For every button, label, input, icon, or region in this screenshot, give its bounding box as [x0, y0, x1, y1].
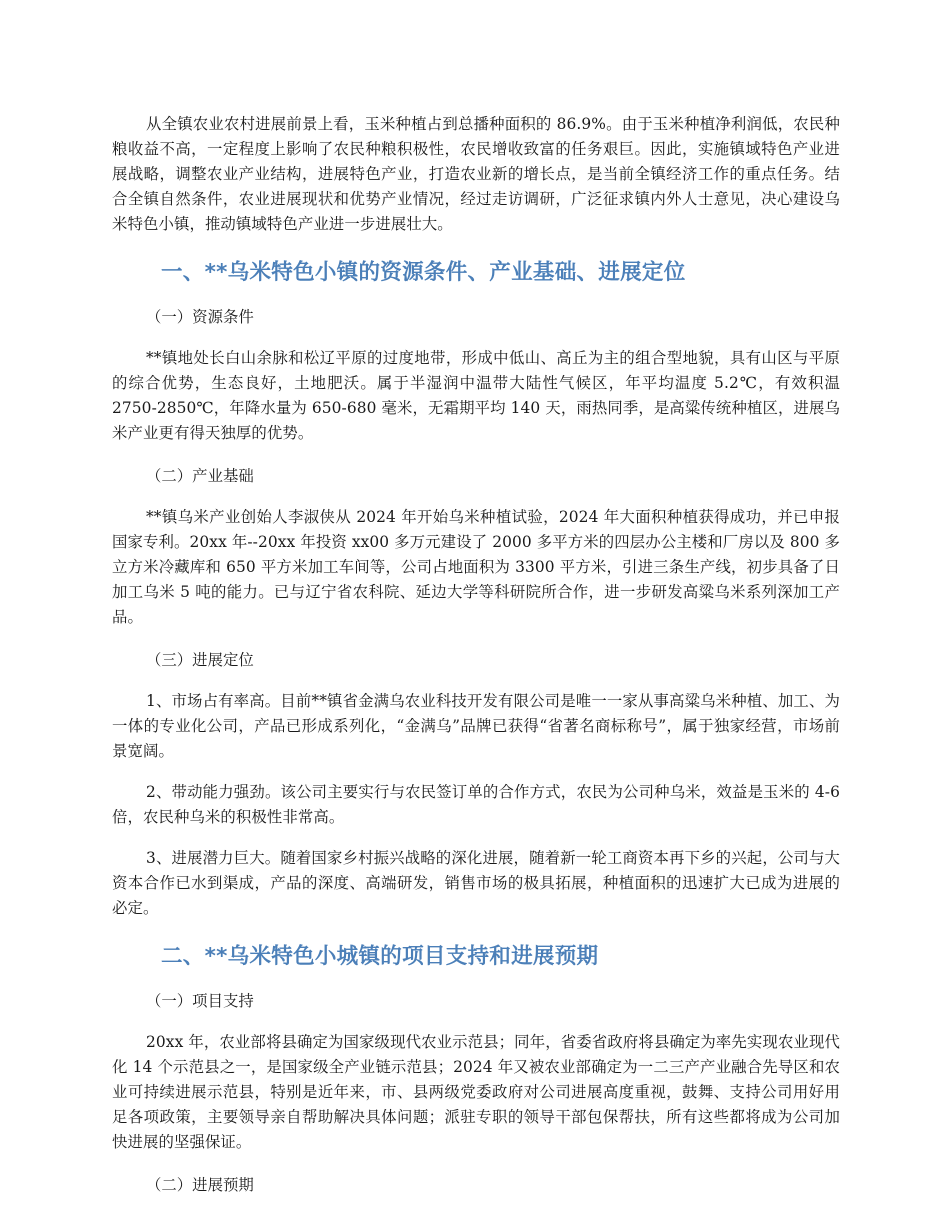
resource-paragraph: **镇地处长白山余脉和松辽平原的过度地带，形成中低山、高丘为主的组合型地貌，具有山区与平原的综合优势，生态良好，土地肥沃。属于半湿润中温带大陆性气候区，年平均温度 5.2℃，有效积温 2750-2850℃，年降水量为 650-680 毫米，无霜期平均 140 天，雨热同季，是高粱传统种植区，进展乌米产业更有得天独厚的优势。 — [112, 349, 840, 442]
positioning-item-1: 1、市场占有率高。目前**镇省金满乌农业科技开发有限公司是唯一一家从事高粱乌米种植、加工、为一体的专业化公司，产品已形成系列化，“金满乌”品牌已获得“省著名商标称号”，属于独家经营，市场前景宽阔。 — [112, 692, 840, 760]
project-support-paragraph: 20xx 年，农业部将县确定为国家级现代农业示范县；同年，省委省政府将县确定为率先实现农业现代化 14 个示范县之一，是国家级全产业链示范县；2024 年又被农业部确定为一二三产产业融合先导区和农业可持续进展示范县，特别是近年来，市、县两级党委政府对公司进展高度重视，鼓舞、支持公司用好用足各项政策，主要领导亲自帮助解决具体问题；派驻专职的领导干部包保帮扶，所有这些都将成为公司加快进展的坚强保证。 — [112, 1033, 840, 1151]
subsection-expectation-heading: （二）进展预期 — [146, 1176, 254, 1194]
industry-paragraph: **镇乌米产业创始人李淑侠从 2024 年开始乌米种植试验，2024 年大面积种植获得成功，并已申报国家专利。20xx 年--20xx 年投资 xx00 多万元建设了 2000 多平方米的四层办公主楼和厂房以及 800 多立方米冷藏库和 650 平方米加工车间等，公司占地面积为 3300 平方米，引进三条生产线，初步具备了日加工乌米 5 吨的能力。已与辽宁省农科院、延边大学等科研院所合作，进一步研发高粱乌米系列深加工产品。 — [112, 508, 840, 626]
section-2-heading: 二、**乌米特色小城镇的项目支持和进展预期 — [161, 944, 599, 969]
document-page — [112, 112, 840, 1198]
positioning-item-2: 2、带动能力强劲。该公司主要实行与农民签订单的合作方式，农民为公司种乌米，效益是玉米的 4-6 倍，农民种乌米的积极性非常高。 — [112, 783, 840, 826]
intro-paragraph: 从全镇农业农村进展前景上看，玉米种植占到总播种面积的 86.9%。由于玉米种植净利润低，农民种粮收益不高，一定程度上影响了农民种粮积极性，农民增收致富的任务艰巨。因此，实施镇域特色产业进展战略，调整农业产业结构，进展特色产业，打造农业新的增长点，是当前全镇经济工作的重点任务。结合全镇自然条件，农业进展现状和优势产业情况，经过走访调研，广泛征求镇内外人士意见，决心建设乌米特色小镇，推动镇域特色产业进一步进展壮大。 — [112, 115, 840, 233]
positioning-item-3: 3、进展潜力巨大。随着国家乡村振兴战略的深化进展，随着新一轮工商资本再下乡的兴起，公司与大资本合作已水到渠成，产品的深度、高端研发，销售市场的极具拓展，种植面积的迅速扩大已成为进展的必定。 — [112, 849, 840, 917]
subsection-positioning-heading: （三）进展定位 — [146, 651, 254, 669]
section-1-heading: 一、**乌米特色小镇的资源条件、产业基础、进展定位 — [161, 260, 686, 285]
subsection-resource-heading: （一）资源条件 — [146, 308, 254, 326]
subsection-industry-heading: （二）产业基础 — [146, 467, 254, 485]
subsection-project-support-heading: （一）项目支持 — [146, 992, 254, 1010]
